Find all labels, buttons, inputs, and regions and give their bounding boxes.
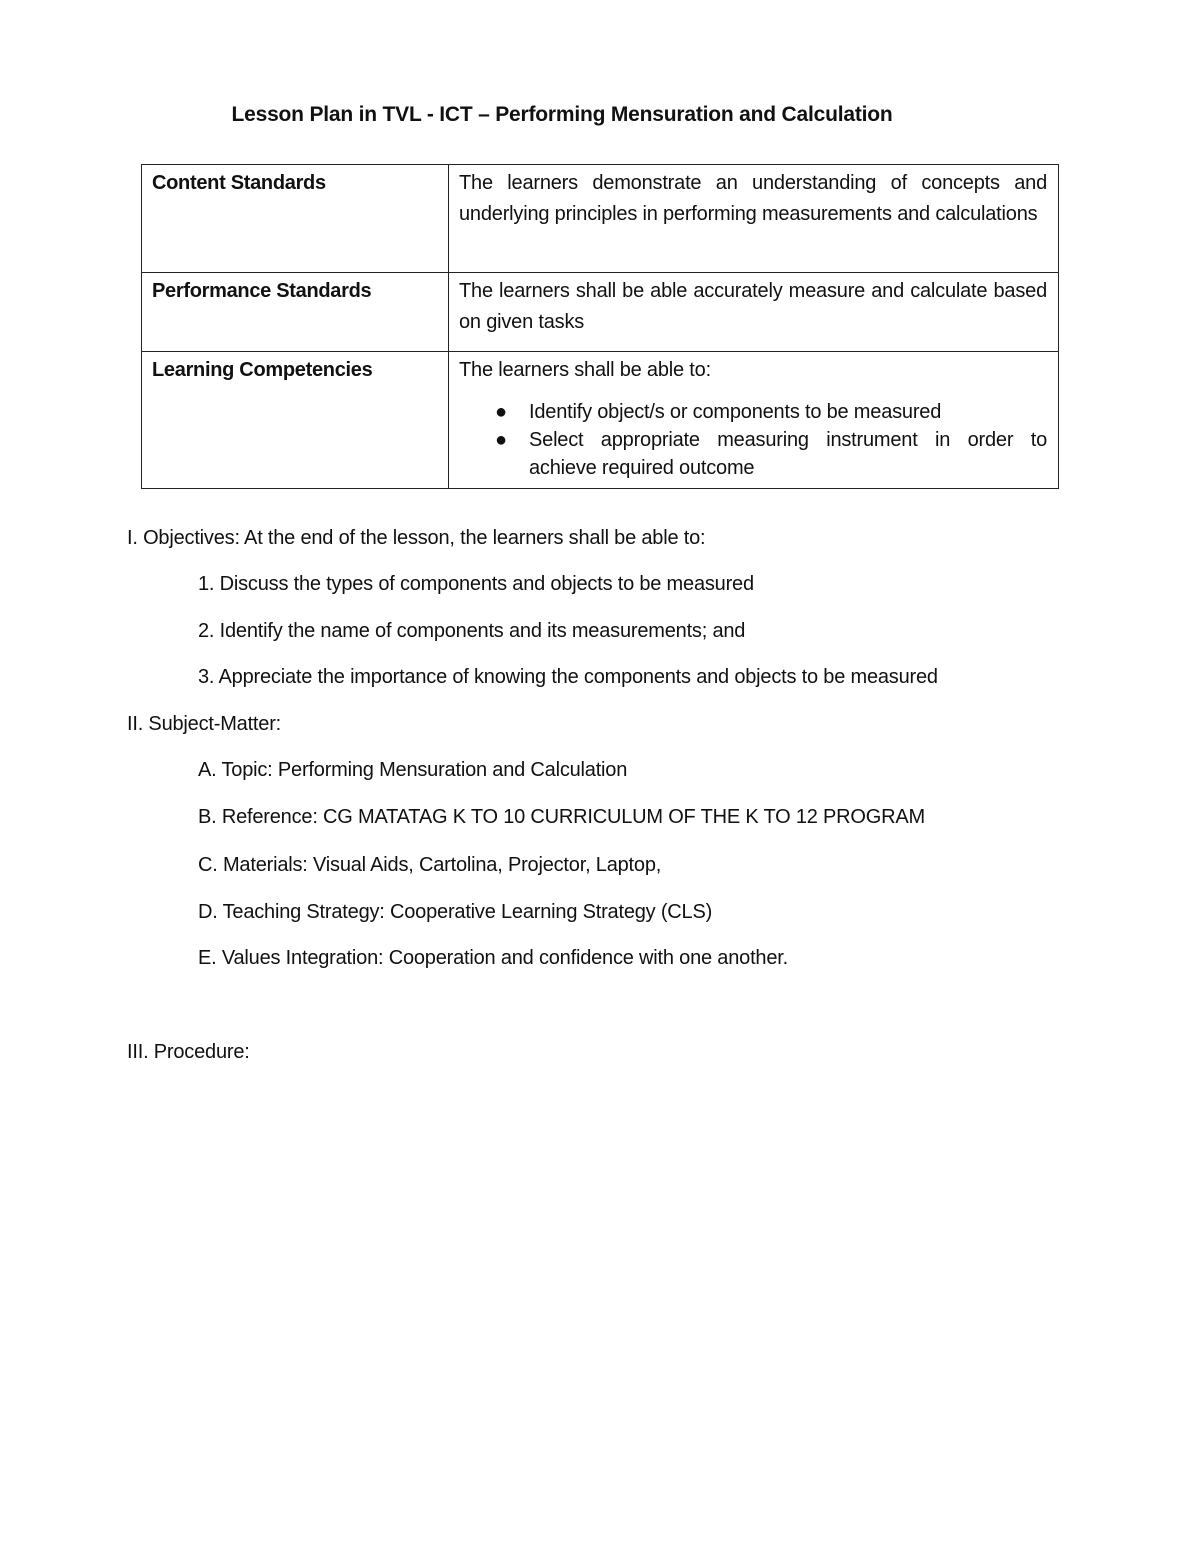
objective-item: 1. Discuss the types of components and objects to be measured: [198, 573, 754, 595]
learning-competencies-intro: The learners shall be able to:: [459, 359, 711, 381]
performance-standards-label: Performance Standards: [142, 273, 449, 352]
subject-matter-item: A. Topic: Performing Mensuration and Calculation: [198, 759, 628, 781]
performance-standards-value: The learners shall be able accurately measure and calculate based on given tasks: [449, 273, 1059, 352]
competency-text: Select appropriate measuring instrument in order to achieve required outcome: [529, 429, 1047, 479]
table-row: [142, 352, 1059, 489]
document-title: Lesson Plan in TVL - ICT – Performing Mensuration and Calculation: [231, 103, 893, 126]
table-row: [142, 165, 1059, 273]
competency-bullet-list: [459, 398, 1047, 482]
list-item: [459, 426, 1047, 482]
subject-matter-item: D. Teaching Strategy: Cooperative Learning Strategy (CLS): [198, 901, 713, 923]
subject-matter-item: B. Reference: CG MATATAG K TO 10 CURRICULUM OF THE K TO 12 PROGRAM: [198, 806, 925, 828]
subject-matter-item: C. Materials: Visual Aids, Cartolina, Projector, Laptop,: [198, 854, 662, 876]
objectives-heading: I. Objectives: At the end of the lesson, the learners shall be able to:: [127, 527, 706, 549]
competency-text: Identify object/s or components to be measured: [529, 401, 942, 423]
procedure-heading: III. Procedure:: [127, 1041, 250, 1063]
bullet-icon: ●: [495, 429, 507, 451]
subject-matter-item: E. Values Integration: Cooperation and confidence with one another.: [198, 947, 788, 969]
learning-competencies-label: Learning Competencies: [142, 352, 449, 489]
standards-table: [141, 164, 1059, 489]
content-standards-label: Content Standards: [142, 165, 449, 273]
learning-competencies-cell: [449, 352, 1059, 489]
table-row: [142, 273, 1059, 352]
subject-matter-heading: II. Subject-Matter:: [127, 713, 282, 735]
bullet-icon: ●: [495, 401, 507, 423]
objective-item: 3. Appreciate the importance of knowing the components and objects to be measured: [198, 666, 938, 688]
content-standards-value: The learners demonstrate an understanding of concepts and underlying principles in performing measurements and calculations: [449, 165, 1059, 273]
list-item: [459, 398, 1047, 426]
objective-item: 2. Identify the name of components and its measurements; and: [198, 620, 746, 642]
